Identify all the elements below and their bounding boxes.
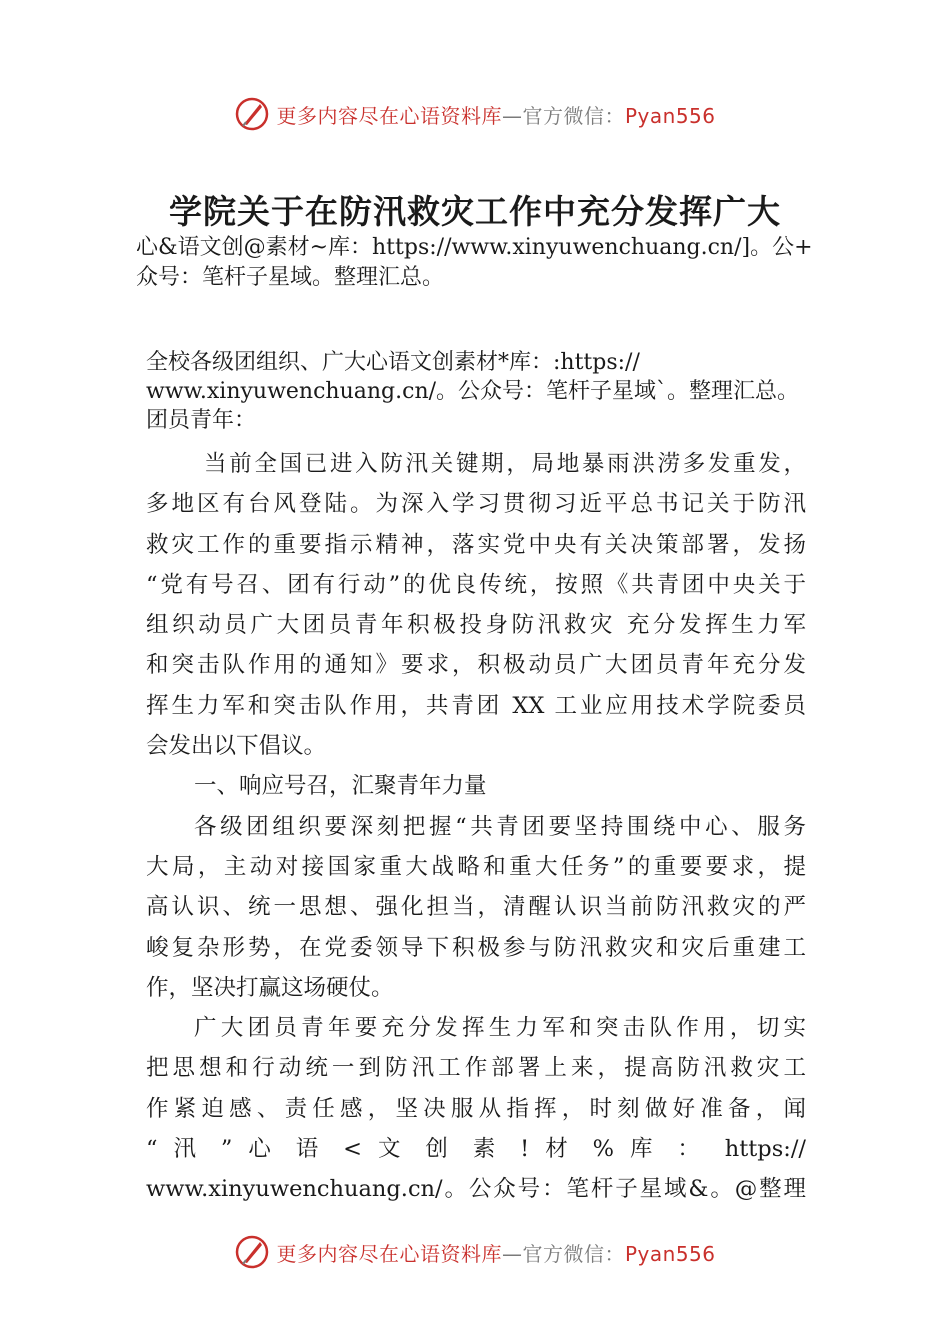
footer-banner [0,1230,950,1274]
para2-line: 高认识、统一思想、强化担当，清醒认识当前防汛救灾的严 [146,894,806,921]
para2-line: 作，坚决打赢这场硬仗。 [146,974,394,1001]
source-note-line-1: 心&语文创@素材~库：https://www.xinyuwenchuang.cn/]。公+ [136,235,813,260]
para3-line: 把思想和行动统一到防汛工作部署上来，提高防汛救灾工 [146,1055,806,1082]
salutation-line-2: www.xinyuwenchuang.cn/。公众号：笔杆子星域`。整理汇总。 [146,379,800,404]
para3-line: “ 汛 ” 心 语 < 文 创 素 ! 材 % 库 ： https:// [146,1136,806,1163]
salutation-line-3: 团员青年： [146,408,257,433]
para2-line: 各级团组织要深刻把握“共青团要坚持围绕中心、服务 [194,813,806,840]
para2-line: 峻复杂形势，在党委领导下积极参与防汛救灾和灾后重建工 [146,934,806,961]
document-body [146,444,806,1210]
para1-line: 挥生力军和突击队作用，共青团 XX 工业应用技术学院委员 [146,692,806,719]
salutation-line-1: 全校各级团组织、广大心语文创素材*库：:https:// [146,350,640,375]
para1-line: 救灾工作的重要指示精神，落实党中央有关决策部署，发扬 [146,531,806,558]
salutation [146,348,846,435]
para1-line: 多地区有台风登陆。为深入学习贯彻习近平总书记关于防汛 [146,491,806,518]
footer-wechat-label: 官方微信： [522,1241,625,1266]
para1-line: 当前全国已进入防汛关键期，局地暴雨洪涝多发重发， [204,451,806,477]
source-note-line-2: 众号：笔杆子星域。整理汇总。 [136,265,445,290]
document-title: 学院关于在防汛救灾工作中充分发挥广大 [169,192,781,231]
footer-dash: — [501,1241,523,1266]
para1-line: 会发出以下倡议。 [146,733,327,760]
footer-wechat-id: Pyan556 [624,1241,716,1266]
banner-main-text: 更多内容尽在心语资料库 [276,103,502,128]
para1-line: 和突击队作用的通知》要求，积极动员广大团员青年充分发 [146,652,806,679]
quill-pen-logo-icon [234,96,270,132]
header-banner [0,92,950,136]
section-heading-1: 一、响应号召，汇聚青年力量 [194,773,487,800]
para1-line: “党有号召、团有行动”的优良传统，按照《共青团中央关于 [146,571,806,598]
footer-main-text: 更多内容尽在心语资料库 [276,1241,502,1266]
banner-wechat-id: Pyan556 [624,103,716,128]
para3-line: 作紧迫感、责任感，坚决服从指挥，时刻做好准备，闻 [146,1095,806,1122]
para3-line: www.xinyuwenchuang.cn/。公众号：笔杆子星域&。@整理 [146,1176,806,1203]
banner-dash: — [501,103,523,128]
banner-wechat-label: 官方微信： [522,103,625,128]
para1-line: 组织动员广大团员青年积极投身防汛救灾 充分发挥生力军 [146,612,806,639]
para3-line: 广大团员青年要充分发挥生力军和突击队作用，切实 [194,1015,806,1042]
para2-line: 大局，主动对接国家重大战略和重大任务”的重要要求，提 [146,853,806,880]
quill-pen-logo-icon [234,1234,270,1270]
